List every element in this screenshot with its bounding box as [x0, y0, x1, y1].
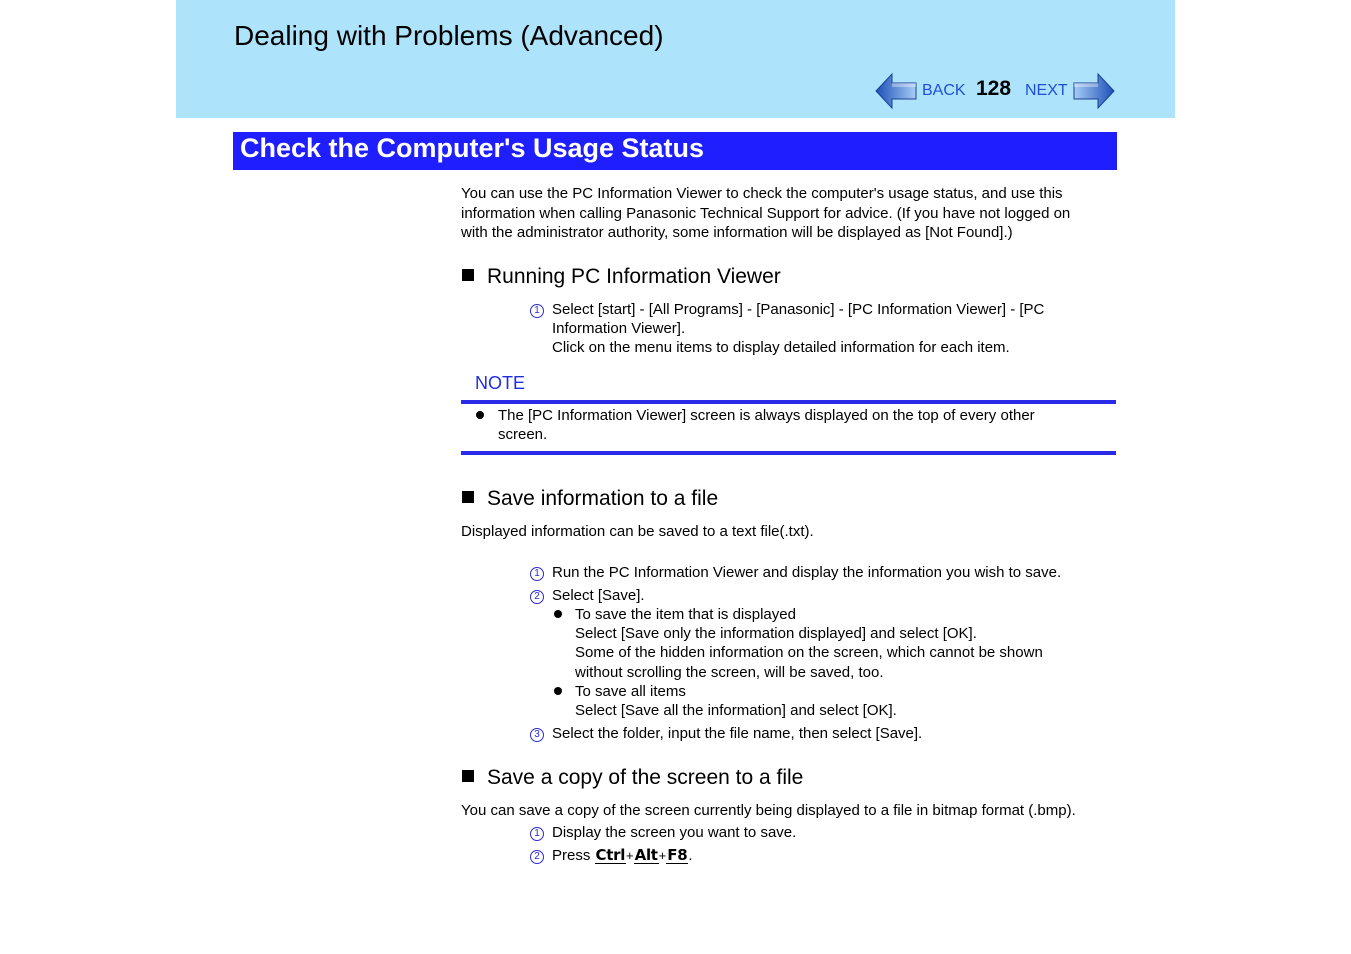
square-bullet-icon [462, 269, 474, 281]
heading-save-copy [462, 765, 803, 791]
page-navigation [874, 72, 1118, 110]
step-number-2-icon: 2 [530, 590, 544, 604]
f8-key: F8 [667, 846, 688, 864]
step-number-2-icon: 2 [530, 850, 544, 864]
heading-running-viewer [462, 264, 781, 290]
step-number-1-icon: 1 [530, 567, 544, 581]
heading-save-info-text: Save information to a file [487, 487, 719, 510]
press-text: Press [552, 847, 591, 864]
square-bullet-icon [462, 491, 474, 503]
next-arrow-icon[interactable] [1072, 72, 1116, 110]
save-info-bullet1-line-4: without scrolling the screen, will be saved, too. [575, 664, 884, 681]
save-info-step2: Select [Save]. [552, 587, 645, 604]
intro-line-3: with the administrator authority, some information will be displayed as [Not Found].) [461, 224, 1013, 241]
save-copy-step2 [552, 846, 693, 865]
note-line-2: screen. [498, 426, 548, 443]
running-step1-line-2: Information Viewer]. [552, 320, 686, 337]
intro-line-1: You can use the PC Information Viewer to check the computer's usage status, and use this [461, 185, 1063, 202]
note-bullet-icon [476, 411, 484, 419]
save-info-bullet2-line-1: To save all items [575, 683, 686, 700]
ctrl-key: Ctrl [595, 846, 626, 864]
section-title-bar [233, 132, 1117, 170]
intro-line-2: information when calling Panasonic Technical Support for advice. (If you have not logged on [461, 205, 1071, 222]
heading-save-info [462, 486, 718, 512]
back-link[interactable]: BACK [922, 82, 966, 99]
note-top-rule [461, 400, 1116, 404]
back-arrow-icon[interactable] [874, 72, 918, 110]
heading-running-viewer-text: Running PC Information Viewer [487, 265, 781, 288]
section-title: Check the Computer's Usage Status [240, 133, 705, 163]
heading-save-copy-text: Save a copy of the screen to a file [487, 766, 804, 789]
page-title: Dealing with Problems (Advanced) [234, 20, 664, 51]
save-info-bullet2-line-2: Select [Save all the information] and select [OK]. [575, 702, 897, 719]
save-info-step1: Run the PC Information Viewer and display the information you wish to save. [552, 564, 1062, 581]
plus-sign: + [658, 848, 667, 863]
save-info-intro: Displayed information can be saved to a text file(.txt). [461, 523, 814, 540]
square-bullet-icon [462, 770, 474, 782]
note-bottom-rule [461, 451, 1116, 455]
step-number-3-icon: 3 [530, 728, 544, 742]
bullet-icon [554, 610, 562, 618]
save-info-step3: Select the folder, input the file name, then select [Save]. [552, 725, 923, 742]
running-step1-line-3: Click on the menu items to display detailed information for each item. [552, 339, 1010, 356]
note-line-1: The [PC Information Viewer] screen is always displayed on the top of every other [498, 407, 1035, 424]
save-copy-step1: Display the screen you want to save. [552, 824, 797, 841]
next-link[interactable]: NEXT [1025, 82, 1068, 99]
save-info-bullet1-line-1: To save the item that is displayed [575, 606, 796, 623]
note-label: NOTE [475, 373, 526, 393]
page-number: 128 [976, 77, 1012, 100]
step-number-1-icon: 1 [530, 827, 544, 841]
save-info-bullet1-line-2: Select [Save only the information displayed] and select [OK]. [575, 625, 977, 642]
bullet-icon [554, 687, 562, 695]
step-number-1-icon: 1 [530, 304, 544, 318]
alt-key: Alt [634, 846, 658, 864]
save-copy-intro: You can save a copy of the screen currently being displayed to a file in bitmap format (.bmp). [461, 802, 1076, 819]
period: . [688, 847, 693, 864]
running-step1-line-1: Select [start] - [All Programs] - [Panasonic] - [PC Information Viewer] - [PC [552, 301, 1045, 318]
save-info-bullet1-line-3: Some of the hidden information on the screen, which cannot be shown [575, 644, 1043, 661]
plus-sign: + [626, 848, 634, 863]
